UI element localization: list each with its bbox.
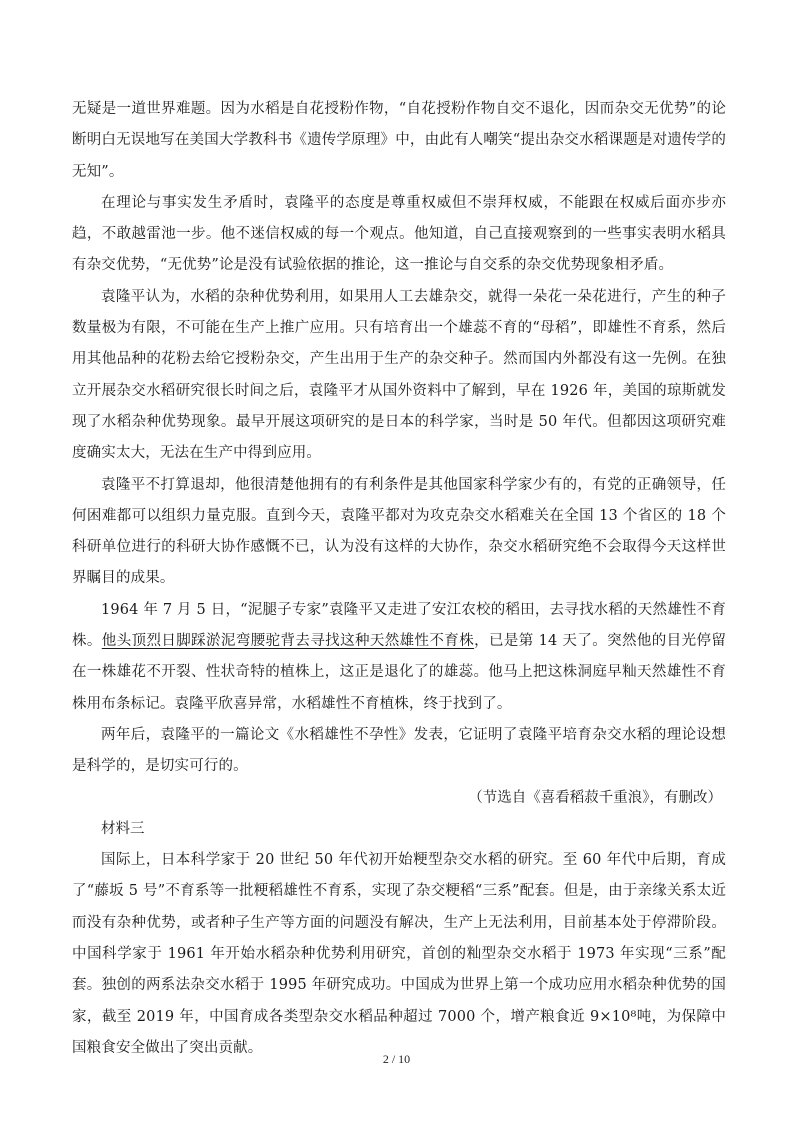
paragraph-cooperation: 袁隆平不打算退却，他很清楚他拥有的有利条件是其他国家科学家少有的，有党的正确领导，任何困难都可以组织力量克服。直到今天，袁隆平都对为攻克杂交水稻难关在全国 13 个省区的 18 个科研单位进行的科研大协作感慨不已，认为没有这样的大协作，杂交水稻研究绝不会取得今天这样世界瞩目的成果。 <box>72 476 726 587</box>
paragraph-hybrid-method: 袁隆平认为，水稻的杂种优势利用，如果用人工去雄杂交，就得一朵花一朵花进行，产生的种子数量极为有限，不可能在生产上推广应用。只有培育出一个雄蕊不育的“母稻”，即雄性不育系，然后用其他品种的花粉去给它授粉杂交，产生出用于生产的杂交种子。然而国内外都没有这一先例。在独立开展杂交水稻研究很长时间之后，袁隆平才从国外资料中了解到，早在 1926 年，美国的琼斯就发现了水稻杂种优势现象。最早开展这项研究的是日本的科学家，当时是 50 年代。但都因这项研究难度确实太大，无法在生产中得到应用。 <box>72 288 726 462</box>
underlined-sentence: 他头顶烈日脚踩淤泥弯腰驼背去寻找这种天然雄性不育株 <box>101 633 475 650</box>
paragraph-authority: 在理论与事实发生矛盾时，袁隆平的态度是尊重权威但不崇拜权威，不能跟在权威后面亦步亦趋，不敢越雷池一步。他不迷信权威的每一个观点。他知道，自己直接观察到的一些事实表明水稻具有杂交优势，“无优势”论是没有试验依据的推论，这一推论与自交系的杂交优势现象相矛盾。 <box>72 194 726 274</box>
paragraph-discovery <box>72 595 726 720</box>
discovery-text-end: ，已是第 14 天了。突然他的目光停留在一株雄花不开裂、性状奇特的植株上，这正是退化了的雄蕊。他马上把这株洞庭早籼天然雄性不育株用布条标记。袁隆平欣喜异常，水稻雄性不育植株，终于找到了。 <box>72 633 726 712</box>
page-number: 2 / 10 <box>382 1052 411 1066</box>
paragraph-paper-published: 两年后，袁隆平的一篇论文《水稻雄性不孕性》发表，它证明了袁隆平培育杂交水稻的理论设想是科学的，是切实可行的。 <box>72 726 726 775</box>
source-citation: （节选自《喜看稻菽千重浪》，有删改） <box>468 789 722 806</box>
paragraph-continuation: 无疑是一道世界难题。因为水稻是自花授粉作物，“自花授粉作物自交不退化，因而杂交无优势”的论断明白无误地写在美国大学教科书《遗传学原理》中，由此有人嘲笑“提出杂交水稻课题是对遗传学的无知”。 <box>72 101 726 180</box>
discovery-text-start: 1964 年 7 月 5 日，“泥腿子专家”袁隆平又走进了安江农校的稻田，去寻找水稻的天然雄性不育株。 <box>72 601 726 650</box>
section-heading-material-3: 材料三 <box>101 820 145 837</box>
document-body <box>72 94 726 1064</box>
paragraph-international: 国际上，日本科学家于 20 世纪 50 年代初开始粳型杂交水稻的研究。至 60 年代中后期，育成了“藤坂 5 号”不育系等一批粳稻雄性不育系，实现了杂交粳稻“三系”配套。但是，由于亲缘关系太近而没有杂种优势，或者种子生产等方面的问题没有解决，生产上无法利用，目前基本处于停滞阶段。中国科学家于 1961 年开始水稻杂种优势利用研究，首创的籼型杂交水稻于 1973 年实现“三系”配套。独创的两系法杂交水稻于 1995 年研究成功。中国成为世界上第一个成功应用水稻杂种优势的国家，截至 2019 年，中国育成各类型杂交水稻品种超过 7000 个，增产粮食近 9×10⁸吨，为保障中国粮食安全做出了突出贡献。 <box>72 852 726 1056</box>
